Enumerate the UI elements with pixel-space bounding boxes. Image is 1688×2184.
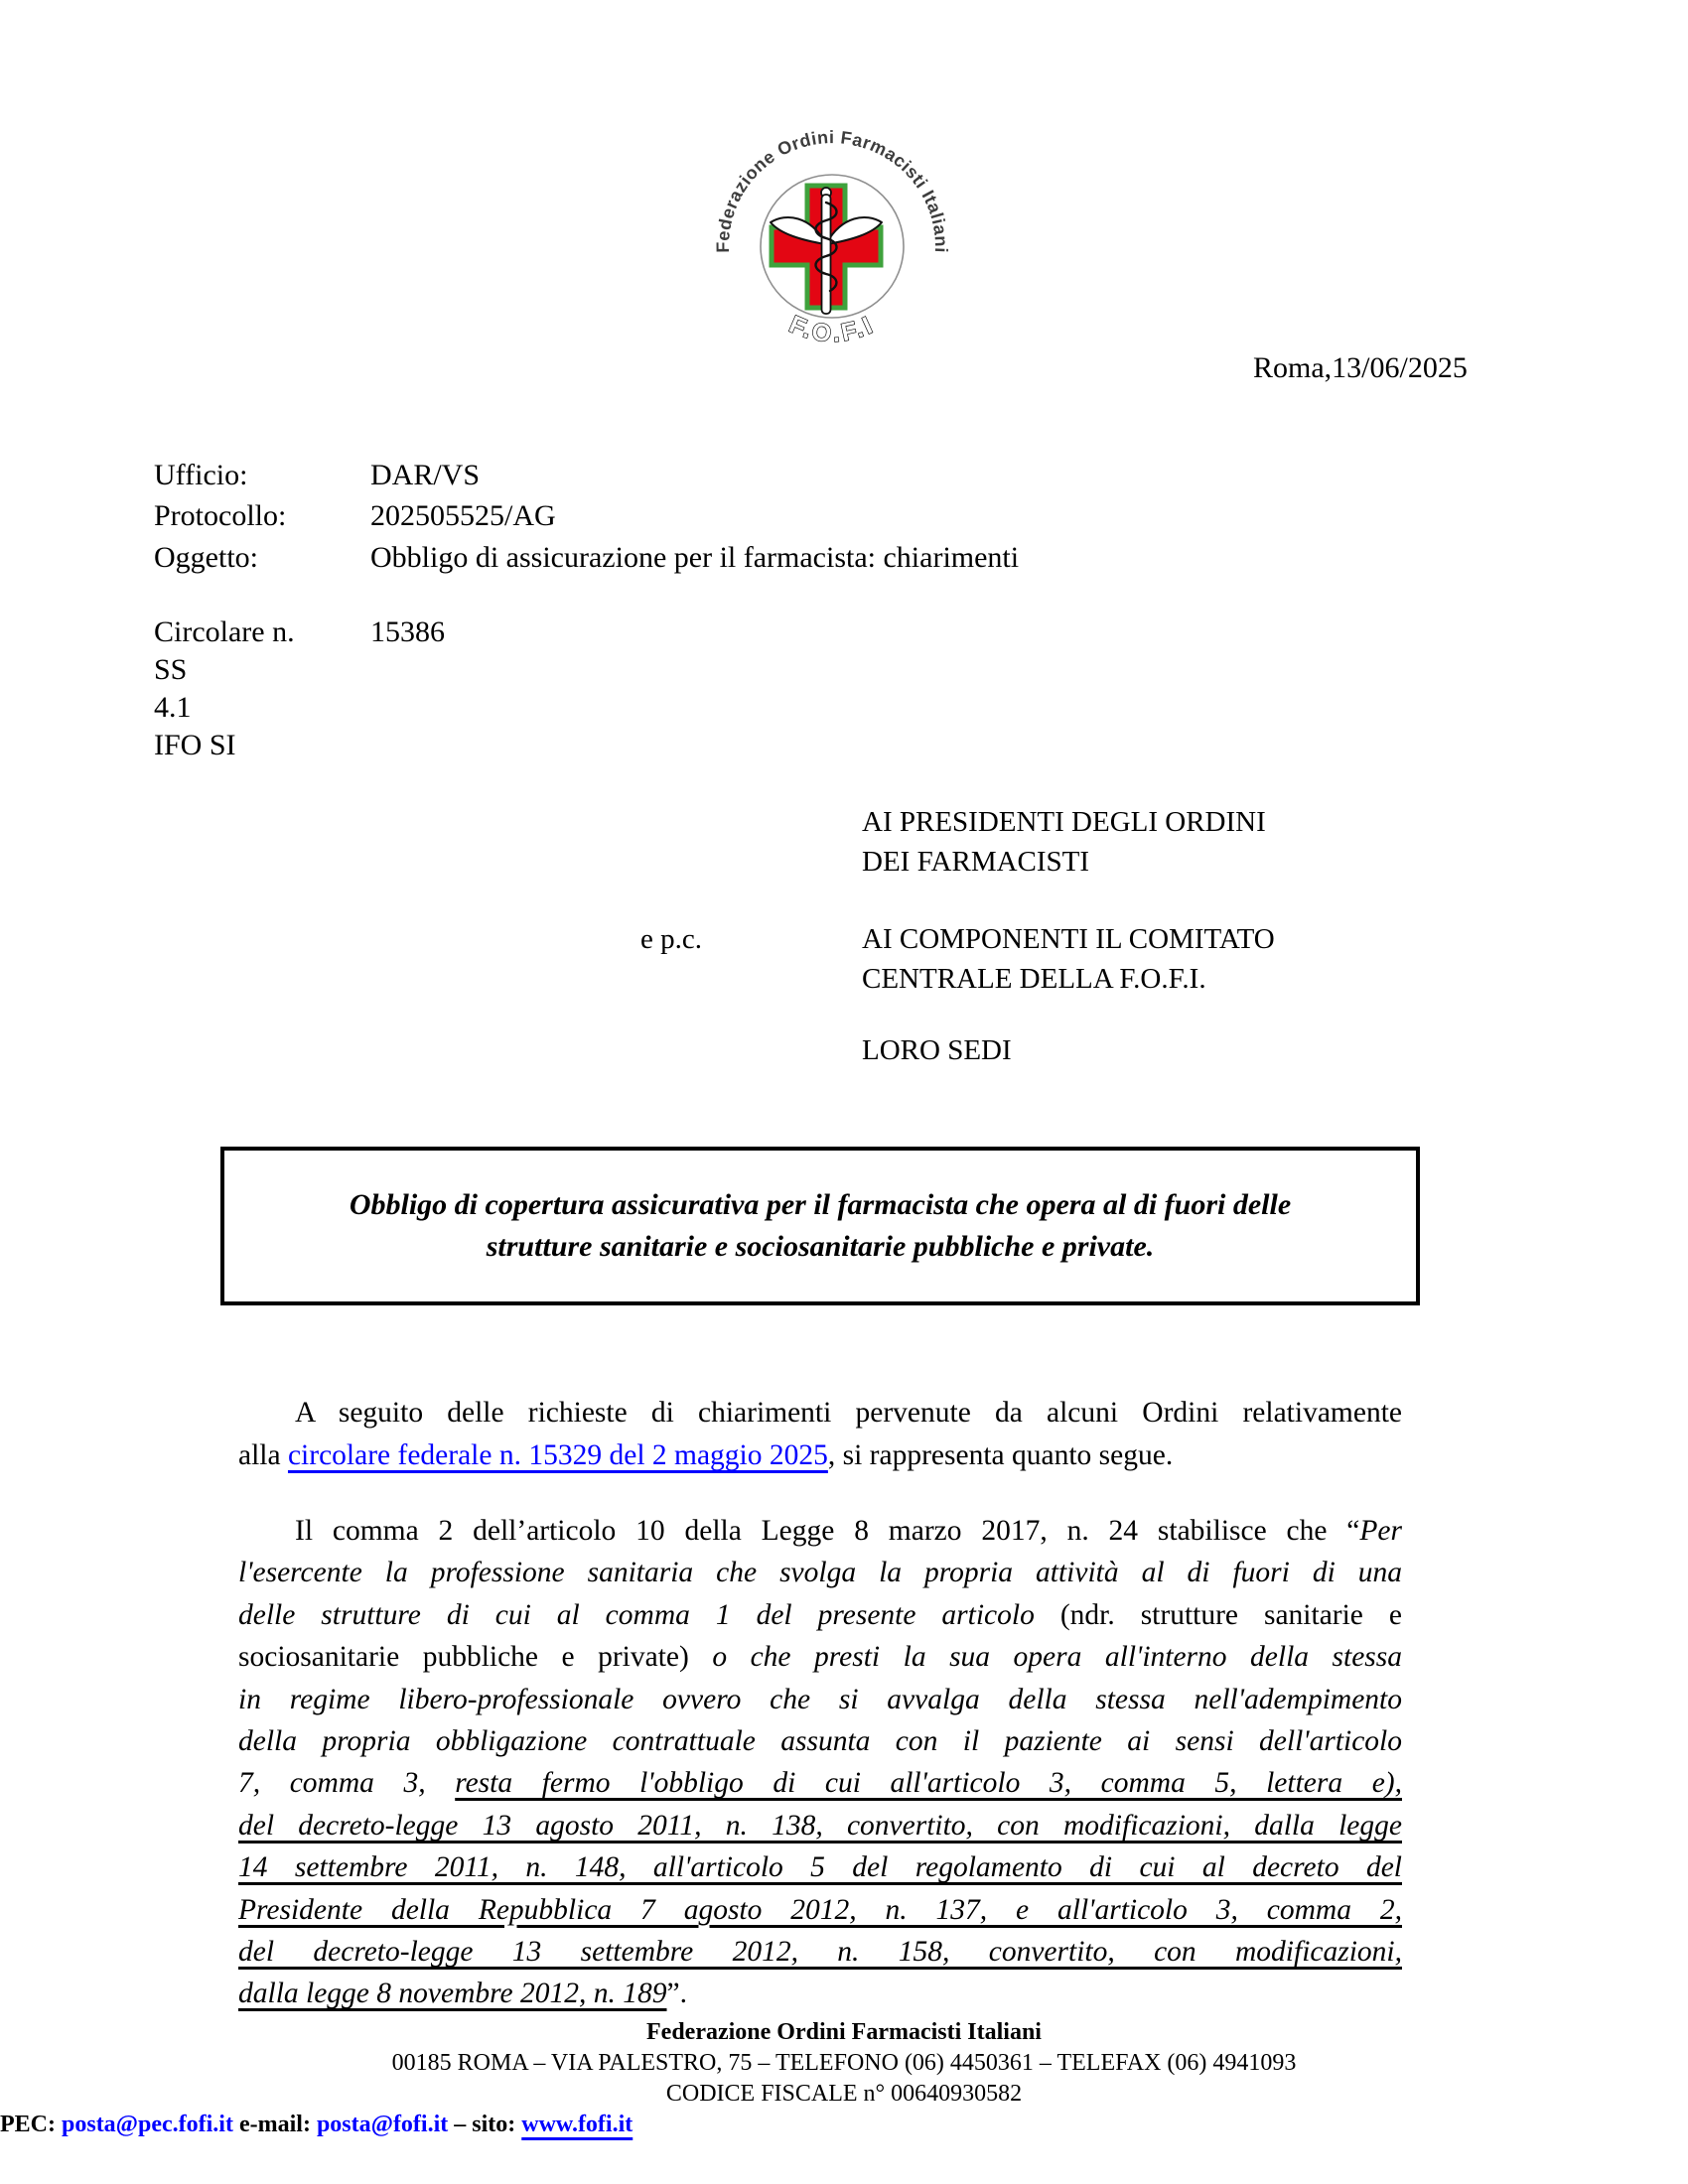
- text-segment: l'esercente la professione sanitaria che svolga la propria attività al di fuori di una: [238, 1557, 1402, 1589]
- text-segment: Presidente della Repubblica 7 agosto 2012, n. 137, e all'articolo 3, comma 2,: [238, 1893, 1402, 1926]
- text-segment: e-mail:: [232, 2112, 317, 2137]
- text-line: [238, 1552, 1402, 1593]
- text-segment: 7, comma 3,: [238, 1767, 456, 1800]
- text-segment: del decreto-legge 13 agosto 2011, n. 138, convertito, con modificazioni, dalla legge: [238, 1809, 1402, 1842]
- text-segment: – sito:: [448, 2112, 522, 2137]
- footer-org-name: Federazione Ordini Farmacisti Italiani: [646, 2019, 1042, 2045]
- text-segment: resta fermo l'obbligo di cui all'articolo 3, comma 5, lettera e),: [455, 1767, 1402, 1800]
- letter-date: Roma,13/06/2025: [1253, 351, 1468, 384]
- sito-link[interactable]: www.fofi.it: [521, 2112, 633, 2137]
- cc-label: e p.c.: [640, 923, 702, 955]
- text-line: [238, 1973, 1402, 2014]
- footer-address: 00185 ROMA – VIA PALESTRO, 75 – TELEFONO (06) 4450361 – TELEFAX (06) 4941093: [391, 2050, 1297, 2076]
- fofi-logo: [683, 119, 981, 367]
- recipient-primary-line1: AI PRESIDENTI DEGLI ORDINI: [862, 806, 1266, 838]
- circolare-number: 15386: [370, 615, 445, 648]
- text-line: [238, 1889, 1402, 1931]
- protocollo-label: Protocollo:: [154, 499, 287, 532]
- text-segment: alla: [238, 1439, 288, 1471]
- footer-contacts: [0, 2110, 1688, 2140]
- meta-row-oggetto: [154, 541, 1019, 575]
- ref-line-ss: SS: [154, 653, 188, 686]
- text-line: [0, 2110, 1688, 2140]
- text-segment: della propria obbligazione contrattuale assunta con il paziente ai sensi dell'articolo: [238, 1725, 1402, 1758]
- text-segment: 14 settembre 2011, n. 148, all'articolo 5 del regolamento di cui al decreto del: [238, 1851, 1402, 1884]
- body-paragraph-1: [238, 1392, 1402, 1477]
- circolare-15329-link[interactable]: circolare federale n. 15329 del 2 maggio 2025: [287, 1439, 828, 1471]
- recipient-closing: LORO SEDI: [862, 1034, 1012, 1066]
- text-line: [238, 1594, 1402, 1636]
- logo-arc-text: Federazione Ordini Farmacisti Italiani: [712, 127, 952, 254]
- oggetto-value: Obbligo di assicurazione per il farmacista: chiarimenti: [370, 541, 1020, 574]
- ufficio-label: Ufficio:: [154, 459, 248, 491]
- text-segment: Il comma 2 dell’articolo 10 della Legge 8 marzo 2017, n. 24 stabilisce che “: [295, 1515, 1360, 1547]
- text-segment: A seguito delle richieste di chiarimenti pervenute da alcuni Ordini relativamente: [295, 1397, 1402, 1429]
- protocollo-value: 202505525/AG: [370, 499, 556, 532]
- footer-fiscal-code: CODICE FISCALE n° 00640930582: [665, 2081, 1023, 2107]
- meta-row-ufficio: [154, 459, 480, 492]
- meta-row-protocollo: [154, 499, 556, 533]
- recipient-cc-line1: AI COMPONENTI IL COMITATO: [862, 923, 1275, 955]
- text-segment: dalla legge 8 novembre 2012, n. 189: [238, 1978, 667, 2010]
- text-line: [238, 1931, 1402, 1973]
- text-segment: , si rappresenta quanto segue.: [827, 1439, 1174, 1471]
- text-line: [238, 1762, 1402, 1804]
- text-segment: in regime libero-professionale ovvero che si avvalga della stessa nell'adempimento: [238, 1683, 1402, 1715]
- circolare-label: Circolare n.: [154, 615, 295, 648]
- text-line: [238, 1636, 1402, 1678]
- text-segment: sociosanitarie pubbliche e private): [238, 1641, 713, 1674]
- oggetto-label: Oggetto:: [154, 541, 258, 574]
- recipient-primary-line2: DEI FARMACISTI: [862, 846, 1090, 878]
- subject-box: [220, 1147, 1420, 1305]
- text-segment: Per: [1359, 1515, 1402, 1547]
- ufficio-value: DAR/VS: [370, 459, 481, 491]
- text-line: [238, 1392, 1402, 1434]
- ref-line-ifosi: IFO SI: [154, 729, 236, 761]
- text-segment: delle strutture di cui al comma 1 del presente articolo: [238, 1598, 1035, 1631]
- text-line: [238, 1510, 1402, 1552]
- footer: [0, 2017, 1688, 2140]
- recipient-cc-line2: CENTRALE DELLA F.O.F.I.: [862, 963, 1206, 995]
- text-segment: o che presti la sua opera all'interno della stessa: [712, 1641, 1403, 1674]
- subject-line-2: strutture sanitarie e sociosanitarie pubbliche e private.: [486, 1230, 1155, 1263]
- pec-link[interactable]: posta@pec.fofi.it: [62, 2112, 233, 2137]
- text-segment: del decreto-legge 13 settembre 2012, n. 158, convertito, con modificazioni,: [238, 1936, 1402, 1969]
- text-segment: (ndr. strutture sanitarie e: [1034, 1598, 1402, 1631]
- text-segment: PEC:: [0, 2112, 62, 2137]
- email-link[interactable]: posta@fofi.it: [316, 2112, 449, 2137]
- text-line: [238, 1846, 1402, 1888]
- text-segment: ”.: [666, 1978, 687, 2010]
- text-line: [238, 1679, 1402, 1720]
- logo-bottom-text: F.O.F.I: [784, 310, 880, 348]
- ref-line-41: 4.1: [154, 691, 192, 724]
- text-line: [238, 1805, 1402, 1846]
- subject-line-1: Obbligo di copertura assicurativa per il farmacista che opera al di fuori delle: [349, 1188, 1292, 1221]
- text-line: [238, 1720, 1402, 1762]
- body-paragraph-2: [238, 1510, 1402, 2015]
- meta-row-circolare: [154, 615, 445, 649]
- text-line: [238, 1434, 1402, 1477]
